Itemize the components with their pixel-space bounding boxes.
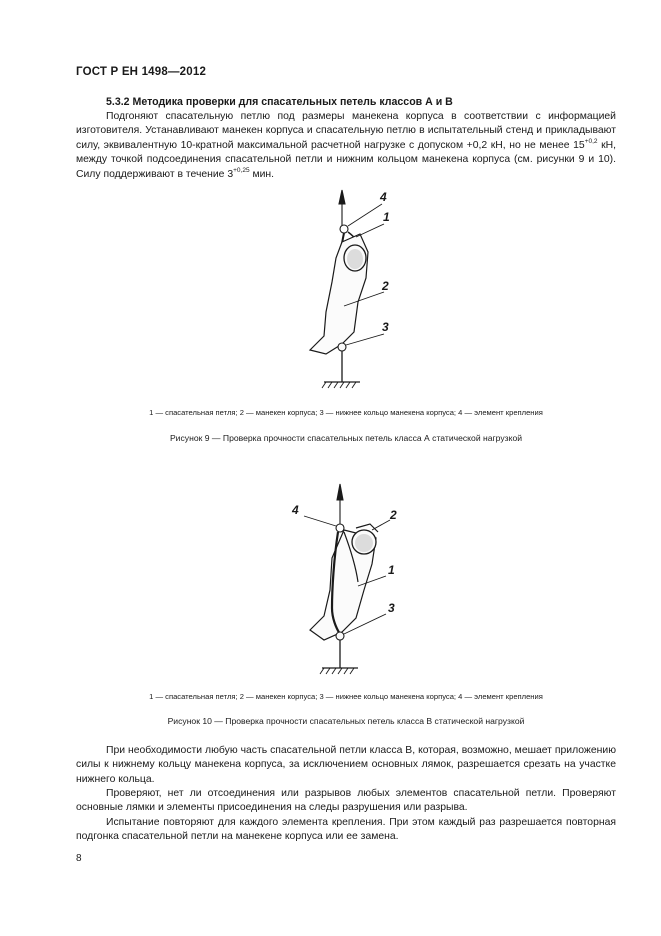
- fig10-ground-hatching: [320, 668, 354, 674]
- tolerance-superscript-2: +0,25: [233, 166, 250, 174]
- fig9-label-2: 2: [382, 279, 389, 293]
- figure-9-caption: Рисунок 9 — Проверка прочности спасательных петель класса А статической нагрузкой: [169, 433, 523, 443]
- fig9-leader-1: [356, 224, 384, 237]
- paragraph-cutting: При необходимости любую часть спасательной петли класса В, которая, возможно, мешает приложению силы к нижнему кольцу манекена корпуса, за исключением основных лямок, разрешается срезать на участке нижнего кольца.: [76, 745, 616, 785]
- fig10-attachment-ring: [336, 524, 344, 532]
- fig10-label-3: 3: [388, 601, 395, 615]
- figure-10-diagram: [260, 478, 420, 686]
- paragraph-procedure-part-b: кН, между точкой подсоединения спасательной петли и нижним кольцом манекена корпуса (см. рисунки 9 и 10). Силу поддерживают в течение 3: [76, 139, 617, 180]
- fig9-label-1: 1: [383, 210, 390, 224]
- fig10-lower-ring: [336, 632, 344, 640]
- fig9-leader-3: [346, 334, 384, 345]
- paragraph-procedure: [76, 110, 616, 182]
- paragraph-inspection: Проверяют, нет ли отсоединения или разрывов любых элементов спасательной петли. Проверяют основные лямки и элементы присоединения на следы разрушения или разрыва.: [76, 788, 616, 814]
- fig10-leader-4: [304, 516, 336, 526]
- page-number: 8: [76, 853, 82, 864]
- fig9-label-3: 3: [382, 320, 389, 334]
- figure-10-caption: Рисунок 10 — Проверка прочности спасательных петель класса В статической нагрузкой: [167, 716, 525, 726]
- document-header: ГОСТ Р ЕН 1498—2012: [76, 66, 207, 78]
- figure-9-diagram: [260, 182, 420, 398]
- paragraph-procedure-part-c: мин.: [249, 168, 275, 180]
- fig10-leader-2: [372, 520, 390, 530]
- figure-9-legend: 1 — спасательная петля; 2 — манекен корпуса; 3 — нижнее кольцо манекена корпуса; 4 — элемент крепления: [149, 408, 543, 417]
- fig9-label-4: 4: [380, 190, 387, 204]
- fig10-label-1: 1: [388, 563, 395, 577]
- fig9-leader-4: [348, 204, 382, 226]
- paragraph-procedure-part-a: Подгоняют спасательную петлю под размеры манекена корпуса в соответствии с информацией изготовителя. Устанавливают манекен корпуса и спасательную петлю в испытательный стенд и прикладывают силу, эквивалентную 10-кратной максимальной расчетной нагрузке с допуском +0,2 кН, но не менее 15: [76, 111, 616, 151]
- fig9-ground-hatching: [322, 382, 356, 388]
- figure-10-legend: 1 — спасательная петля; 2 — манекен корпуса; 3 — нижнее кольцо манекена корпуса; 4 — элемент крепления: [149, 692, 543, 701]
- fig9-lower-ring: [338, 343, 346, 351]
- fig10-label-2: 2: [390, 508, 397, 522]
- fig10-label-4: 4: [292, 503, 299, 517]
- section-title: 5.3.2 Методика проверки для спасательных петель классов А и В: [106, 96, 453, 108]
- tolerance-superscript-1: +0,2: [584, 137, 598, 145]
- paragraph-repeat: Испытание повторяют для каждого элемента крепления. При этом каждый раз разрешается повторная подгонка спасательной петли на манекене корпуса или ее замена.: [76, 817, 616, 843]
- fig9-attachment-ring: [340, 225, 348, 233]
- fig9-force-arrow-head: [339, 190, 345, 204]
- fig10-force-arrow-head: [337, 484, 343, 500]
